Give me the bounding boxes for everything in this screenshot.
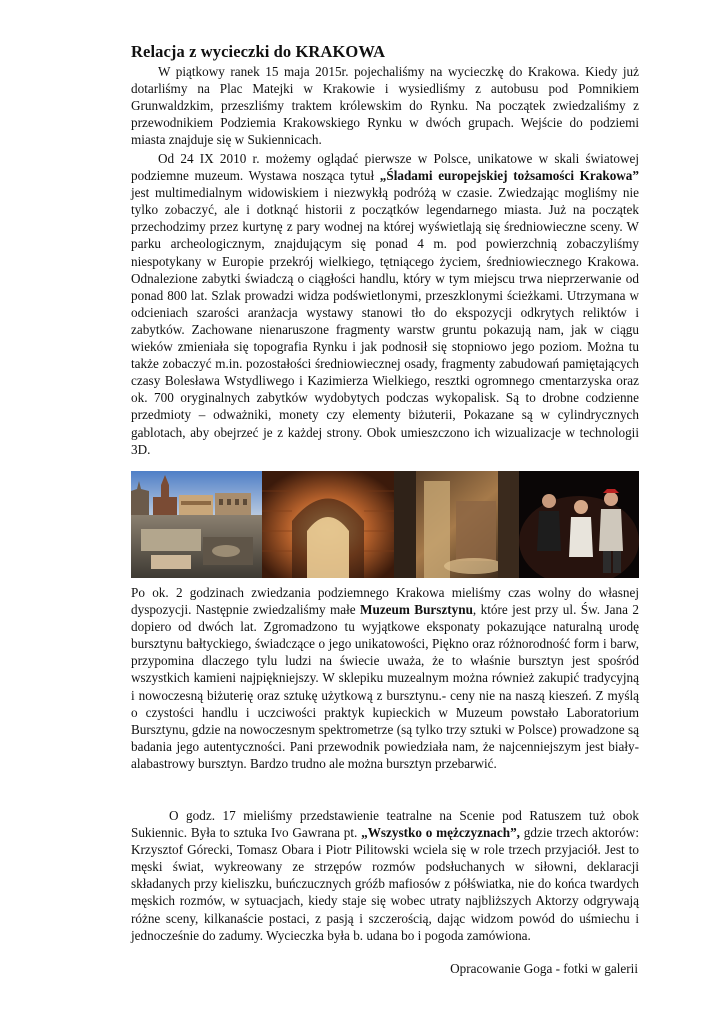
paragraph-underground-museum-text-b: jest multimedialnym widowiskiem i niezwykłą podróżą w czasie. Zwiedzając mogliśmy nie tylko zobaczyć, ale i dotknąć historii z początków legendarnego miasta. Już na początek przechodzimy przez kurtynę z pary wodnej na której wyświetlają się średniowieczne sceny. W parku archeologicznym, znajdującym się ponad 4 m. pod powierzchnią zobaczyliśmy niespotykany w Europie przekrój wielkiego, tętniącego życiem, średniowiecznego Krakowa. Odnalezione zabytki świadczą o ciągłości handlu, który w tym miejscu trwa nieprzerwanie od ponad 800 lat. Szlak prowadzi widza podświetlonymi, przeszklonymi ścieżkami. Utrzymana w odcieniach szarości aranżacja wystawy stanowi tło do ekspozycji odkrytych reliktów i zabytków. Zachowane nienaruszone fragmenty warstw gruntu pokazują nam, jak w ciągu wieków zmieniała się topografia Rynku i jak podnosił się stopniowo jego poziom. Można tu także zobaczyć m.in. pozostałości średniowiecznej osady, fragmenty zabudowań pamiętających czasy Bolesława Wstydliwego i Kazimierza Wielkiego, resztki ogromnego cmentarzyska oraz ok. 700 oryginalnych zabytków wydobytych podczas wykopalisk. Są to drobne codzienne przedmioty – odważniki, monety czy elementy biżuterii, Pokazane są w cylindrycznych gablotach, aby obejrzeć je z każdej strony. Obok umieszczono ich wizualizacje w technologii 3D. [131,185,639,457]
paragraph-theatre-text-b: gdzie trzech aktorów: Krzysztof Górecki, Tomasz Obara i Piotr Pilitowski wciela się w role trzech przyjaciół. Jest to męski świat, wykreowany ze strzępów rozmów podsłuchanych w siłowni, deklaracji składanych przy kieliszku, buńczucznych gróźb mafiosów z półświatka, nie do końca twardych męskich rozmów, w sytuacjach, kiedy staje się wobec utraty najbliższych Aktorzy odgrywają różne sceny, kilkanaście postaci, z pasją i szczerością, dając widzom powód do uśmiechu i jednocześnie do zadumy. Wycieczka była b. udana bo i pogoda zamówiona. [131,825,639,943]
paragraph-amber-museum [131,584,639,772]
paragraph-arrival: W piątkowy ranek 15 maja 2015r. pojechaliśmy na wycieczkę do Krakowa. Kiedy już dotarliśmy na Plac Matejki w Krakowie i wysiedliśmy z autobusu pod Pomnikiem Grunwaldzkim, przeszliśmy traktem królewskim do Rynku. Na początek zwiedzaliśmy z przewodnikiem Podziemia Krakowskiego Rynku w dwóch grupach. Wejście do podziemi miasta znajduje się w Sukiennicach. [131,64,639,148]
amber-museum-name: Muzeum Bursztynu [360,602,473,618]
paragraph-amber-museum-text-b: , które jest przy ul. Św. Jana 2 dopiero od dwóch lat. Zgromadzono tu wyjątkowe eksponaty pokazujące naturalną urodę bursztynu bałtyckiego, świadczące o jego unikatowości, Piękno oraz różnorodność form i barw, przypomina dlaczego tylu ludzi na świecie uważa, że to właśnie bursztyn jest spośród wszystkich kamieni najpiękniejszy. W sklepiku muzealnym można również zakupić tradycyjną i nowoczesną biżuterię oraz sztukę użytkową z bursztynu.- ceny nie na naszą kieszeń. Z myślą o czystości handlu i uczciwości praktyk kupieckich w Muzeum powstało Laboratorium Bursztynu, gdzie na nowoczesnym spektrometrze (są tylko trzy sztuki w Polsce) prowadzone są badania jego autentyczności. Pani przewodnik powiedziała nam, że najcenniejszym jest biały- alabastrowy bursztyn. Bardzo trudno ale można bursztyn przebarwić. [131,602,639,771]
photo-theatre-actors [519,471,639,578]
photo-excavation [394,471,519,578]
paragraph-underground-museum-text-a: Od 24 IX 2010 r. możemy oglądać pierwsze w Polsce, unikatowe w skali światowej podziemne muzeum. Wystawa nosząca tytuł [131,151,639,184]
photo-strip [131,471,639,578]
exhibition-title: „Śladami europejskiej tożsamości Krakowa” [379,168,639,184]
author-credit: Opracowanie Goga - fotki w galerii [450,961,638,976]
paragraph-underground-museum [131,150,639,458]
paragraph-amber-museum-text-a: Po ok. 2 godzinach zwiedzania podziemnego Krakowa mieliśmy czas wolny do własnej dyspozycji. Następnie zwiedzaliśmy małe [131,585,639,618]
photo-brick-vault [262,471,394,578]
paragraph-theatre-text-a: O godz. 17 mieliśmy przedstawienie teatralne na Scenie pod Ratuszem tuż obok Sukiennic. Była to sztuka Ivo Gawrana pt. [131,808,639,841]
play-title: „Wszystko o mężczyznach”, [361,825,520,841]
paragraph-theatre [131,807,639,944]
document-title: Relacja z wycieczki do KRAKOWA [131,42,386,61]
photo-main-square [131,471,262,578]
